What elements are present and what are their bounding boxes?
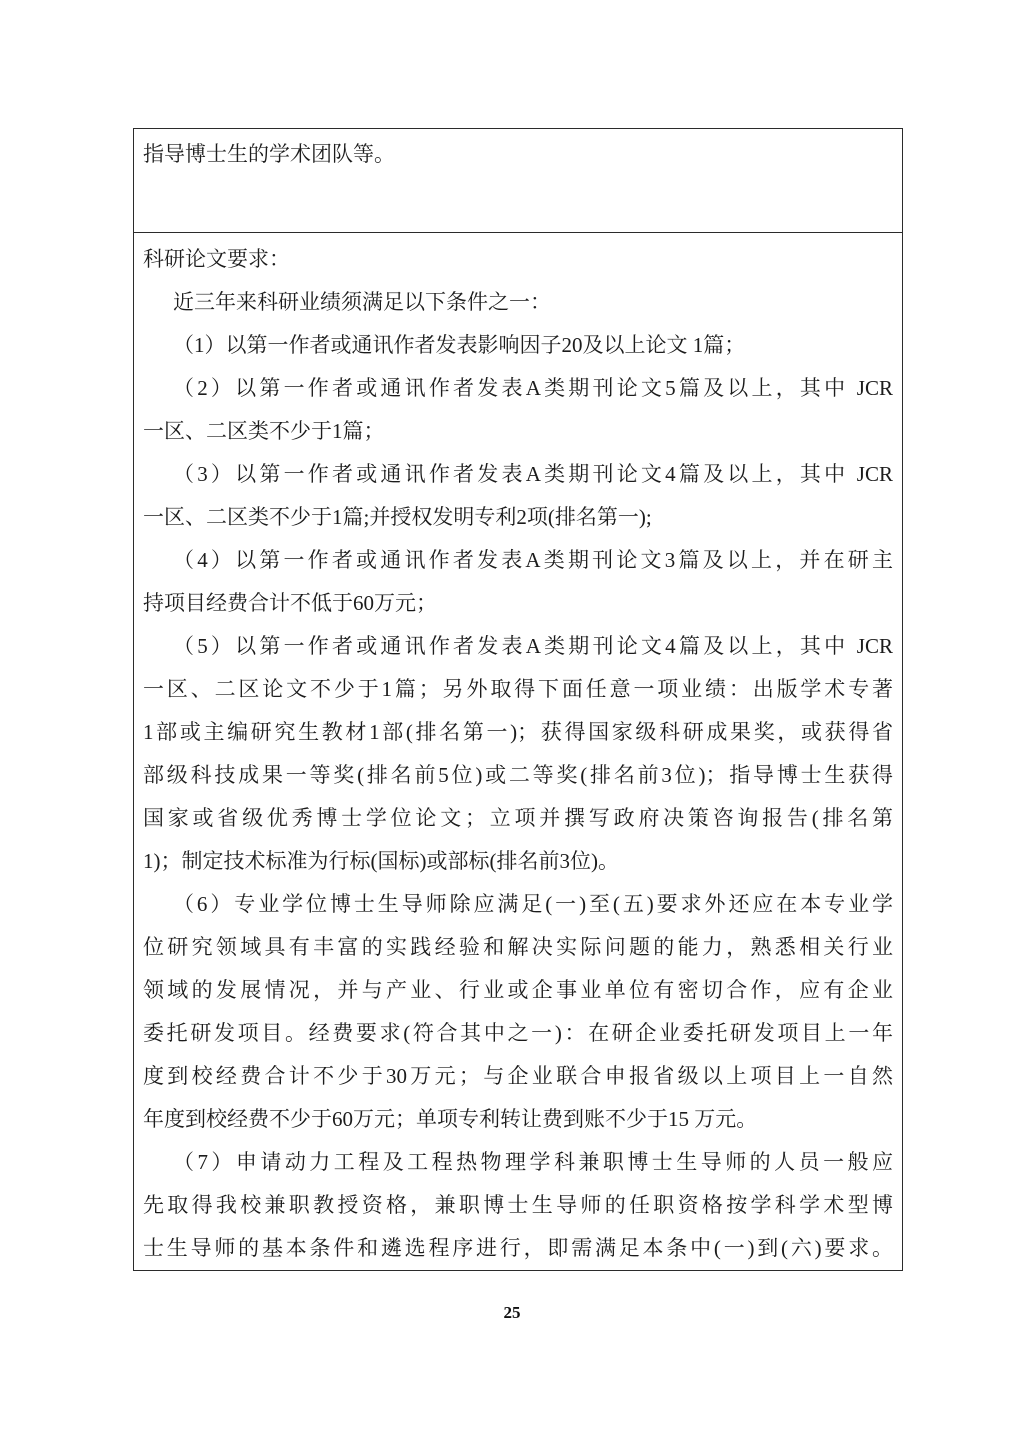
text-line: 一区、二区论文不少于1篇；另外取得下面任意一项业绩：出版学术专著 xyxy=(143,677,893,701)
text-line: 国家或省级优秀博士学位论文；立项并撰写政府决策咨询报告(排名第 xyxy=(143,806,893,830)
text-line: 一区、二区类不少于1篇;并授权发明专利2项(排名第一); xyxy=(143,505,652,529)
text-line: 1部或主编研究生教材1部(排名第一)；获得国家级科研成果奖，或获得省 xyxy=(143,720,893,744)
text-line: （7）申请动力工程及工程热物理学科兼职博士生导师的人员一般应 xyxy=(173,1150,893,1174)
text-line: 年度到校经费不少于60万元；单项专利转让费到账不少于15 万元。 xyxy=(143,1107,758,1131)
text-line: （2）以第一作者或通讯作者发表A类期刊论文5篇及以上，其中 JCR xyxy=(173,376,893,400)
text-line: 科研论文要求： xyxy=(143,247,290,271)
text-line: 一区、二区类不少于1篇； xyxy=(143,419,385,443)
academic-team-text: 指导博士生的学术团队等。 xyxy=(143,142,395,166)
text-line: 持项目经费合计不低于60万元； xyxy=(143,591,437,615)
text-line: 位研究领域具有丰富的实践经验和解决实际问题的能力，熟悉相关行业 xyxy=(143,935,893,959)
text-line: 度到校经费合计不少于30万元；与企业联合申报省级以上项目上一自然 xyxy=(143,1064,893,1088)
text-line: 近三年来科研业绩须满足以下条件之一： xyxy=(173,290,551,314)
text-line: 委托研发项目。经费要求(符合其中之一)：在研企业委托研发项目上一年 xyxy=(143,1021,893,1045)
text-line: 部级科技成果一等奖(排名前5位)或二等奖(排名前3位)；指导博士生获得 xyxy=(143,763,893,787)
text-line: 1)；制定技术标准为行标(国标)或部标(排名前3位)。 xyxy=(143,849,619,873)
text-line: （1）以第一作者或通讯作者发表影响因子20及以上论文 1篇； xyxy=(173,333,746,357)
text-line: （4）以第一作者或通讯作者发表A类期刊论文3篇及以上，并在研主 xyxy=(173,548,893,572)
text-line: （6）专业学位博士生导师除应满足(一)至(五)要求外还应在本专业学 xyxy=(173,892,893,916)
text-line: （5）以第一作者或通讯作者发表A类期刊论文4篇及以上，其中 JCR xyxy=(173,634,893,658)
page-number: 25 xyxy=(503,1303,521,1322)
text-line: 先取得我校兼职教授资格，兼职博士生导师的任职资格按学科学术型博 xyxy=(143,1193,893,1217)
table-cell-academic-team xyxy=(134,129,902,233)
table-cell-research-paper-requirements xyxy=(134,233,902,1270)
requirements-table xyxy=(133,128,903,1271)
text-line: （3）以第一作者或通讯作者发表A类期刊论文4篇及以上，其中 JCR xyxy=(173,462,893,486)
text-line: 领域的发展情况，并与产业、行业或企事业单位有密切合作，应有企业 xyxy=(143,978,893,1002)
text-line: 士生导师的基本条件和遴选程序进行，即需满足本条中(一)到(六)要求。 xyxy=(143,1236,893,1260)
